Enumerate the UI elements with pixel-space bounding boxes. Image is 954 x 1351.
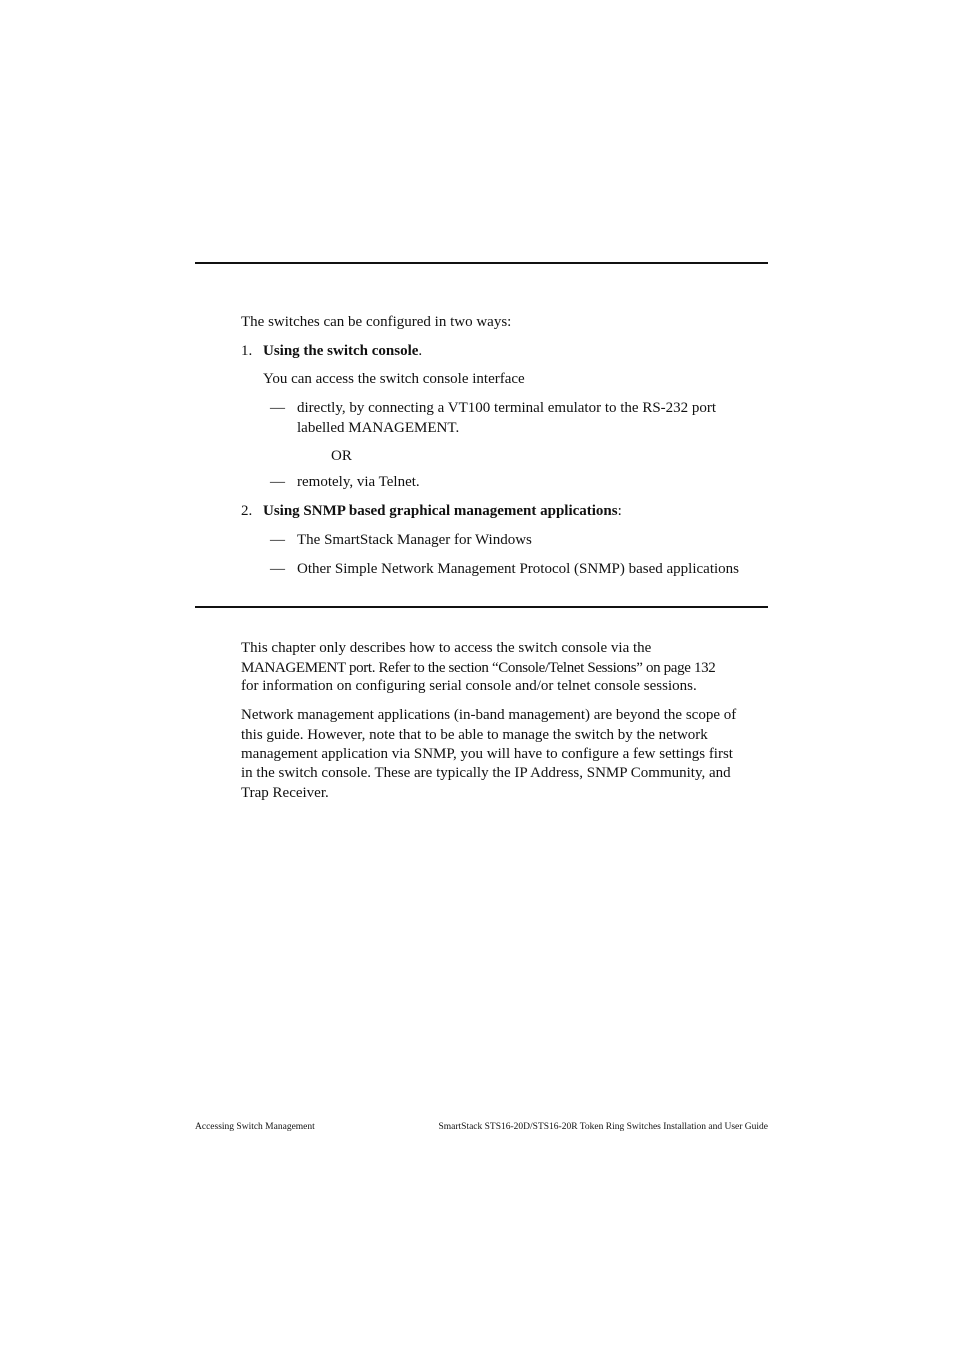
paragraph-2-line-2: this guide. However, note that to be able to manage the switch by the network [241,726,708,743]
item-2-sub-2-dash: — [270,561,285,577]
item-2-sub-1-dash: — [270,532,285,548]
item-2-punct: : [617,503,622,519]
middle-rule [195,606,768,608]
paragraph-1-line-2: MANAGEMENT port. Refer to the section “Console/Telnet Sessions” on page 132 [241,659,716,676]
item-1-sub-1-line-1: directly, by connecting a VT100 terminal emulator to the RS-232 port [297,400,717,416]
item-1-sub-1-dash: — [270,400,285,416]
paragraph-2-line-3: management application via SNMP, you will have to configure a few settings first [241,746,733,762]
item-1-number: 1. [241,343,253,359]
item-2-sub-1-line-1: The SmartStack Manager for Windows [297,532,532,548]
item-2-sub-2-line-1: Other Simple Network Management Protocol (SNMP) based applications [297,561,740,577]
item-1-sub-1-line-2: labelled MANAGEMENT. [297,419,460,436]
paragraph-2-line-1: Network management applications (in-band management) are beyond the scope of [241,707,737,723]
paragraph-2-line-5: Trap Receiver. [241,784,329,801]
item-1-title: Using the switch console [263,343,419,359]
paragraph-1-line-1: This chapter only describes how to access the switch console via the [241,640,652,656]
item-2-title: Using SNMP based graphical management applications [263,503,618,519]
top-rule [195,262,768,264]
item-1-punct: . [418,343,423,359]
item-1-description: You can access the switch console interface [263,371,525,387]
item-1-sub-2-dash: — [270,474,285,490]
or-label: OR [331,448,352,464]
intro-text: The switches can be configured in two ways: [241,314,512,330]
item-2-heading [263,502,622,522]
item-1-heading [263,342,422,362]
paragraph-1-line-3: for information on configuring serial console and/or telnet console sessions. [241,678,697,694]
footer-right: SmartStack STS16-20D/STS16-20R Token Ring Switches Installation and User Guide [438,1122,768,1132]
footer-left: Accessing Switch Management [195,1122,315,1132]
item-2-number: 2. [241,503,253,519]
paragraph-2-line-4: in the switch console. These are typically the IP Address, SNMP Community, and [241,765,731,781]
item-1-sub-2-line-1: remotely, via Telnet. [297,474,420,490]
